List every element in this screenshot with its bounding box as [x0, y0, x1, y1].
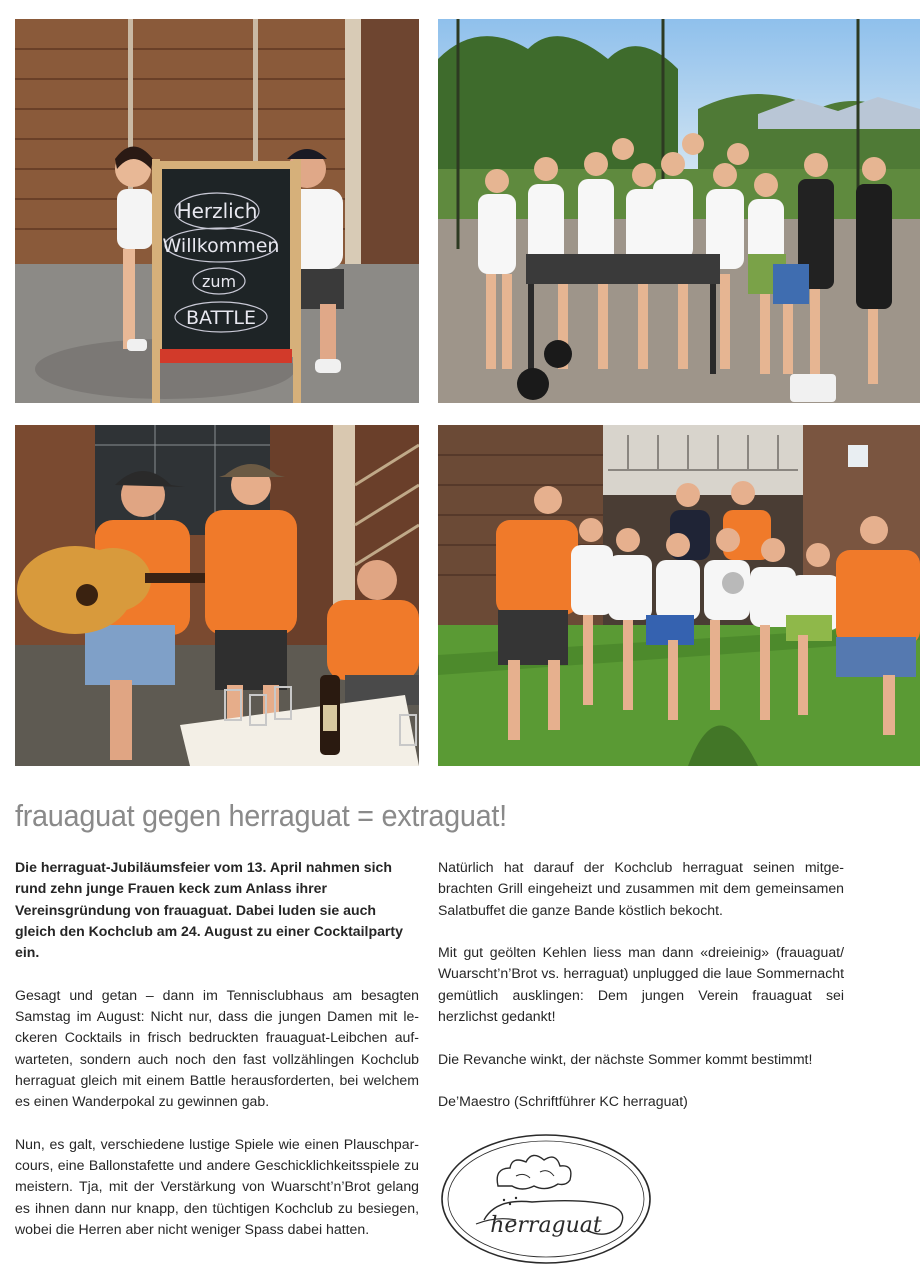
photo-group-grill — [438, 19, 920, 403]
article-signature: De’Maestro (Schriftführer KC herraguat) — [438, 1093, 688, 1110]
article-paragraph: Die Revanche winkt, der nächste Sommer kommt bestimmt! — [438, 1050, 813, 1067]
article-paragraph: Natürlich hat darauf der Kochclub herraguat seinen mitgebrachten Grill eingeheizt und zusammen mit dem gemeinsamen Salatbuffet die ganze Bande köstlich bekocht. — [438, 859, 844, 918]
chalkboard-line: BATTLE — [185, 307, 257, 329]
article-lead: Die herraguat-Jubiläumsfeier vom 13. April nahmen sich rund zehn junge Frauen keck zum Anlass ihrer Vereinsgründung von frauaguat. Dabei luden sie auch gleich den Kochclub am 24. August zu einer Cocktailparty ein. — [15, 859, 403, 961]
article-paragraph: Mit gut geölten Kehlen liess man dann «dreieinig» (frauaguat/ Wuarscht’n’Brot vs. herraguat) unplugged die laue Sommernacht gemütlich ausklingen: Dem jungen Verein frauaguat sei herzlichst gedankt! — [438, 944, 844, 1025]
photo-group-trophy — [438, 425, 920, 766]
chalkboard-line: Herzlich — [176, 199, 258, 223]
article-column-right — [438, 857, 844, 1134]
article-column-left — [15, 857, 419, 1262]
photo-welcome-chalkboard — [15, 19, 419, 403]
photo-guitar-session — [15, 425, 419, 766]
article-paragraph: Nun, es galt, verschiedene lustige Spiele wie einen Plauschparcours, eine Ballonstafette und andere Geschicklichkeitsspiele zu meistern. Tja, mit der Verstärkung von Wuarscht’n’Brot gelang es ihnen dann nur knapp, den tüchtigen Kochclub zu besiegen, wobei die Herren aber nicht weniger Spass dabei hatten. — [15, 1135, 419, 1238]
chalkboard-line: zum — [201, 272, 237, 291]
chalkboard-line: Willkommen — [162, 235, 280, 257]
logo-text: herraguat — [490, 1213, 602, 1238]
article-paragraph: Gesagt und getan – dann im Tennisclubhaus am besagten Samstag im August: Nicht nur, dass die jungen Damen mit leckeren Cocktails in frisch bedruckten frauaguat-Leibchen aufwarteten, sondern auch noch den fast vollzählingen Kochclub herraguat gleich mit einem Battle herausforderten, bei welchem es einen Wanderpokal zu gewinnen gab. — [15, 986, 419, 1110]
herraguat-logo — [436, 1128, 656, 1270]
article-headline: frauaguat gegen herraguat = extraguat! — [15, 798, 507, 833]
